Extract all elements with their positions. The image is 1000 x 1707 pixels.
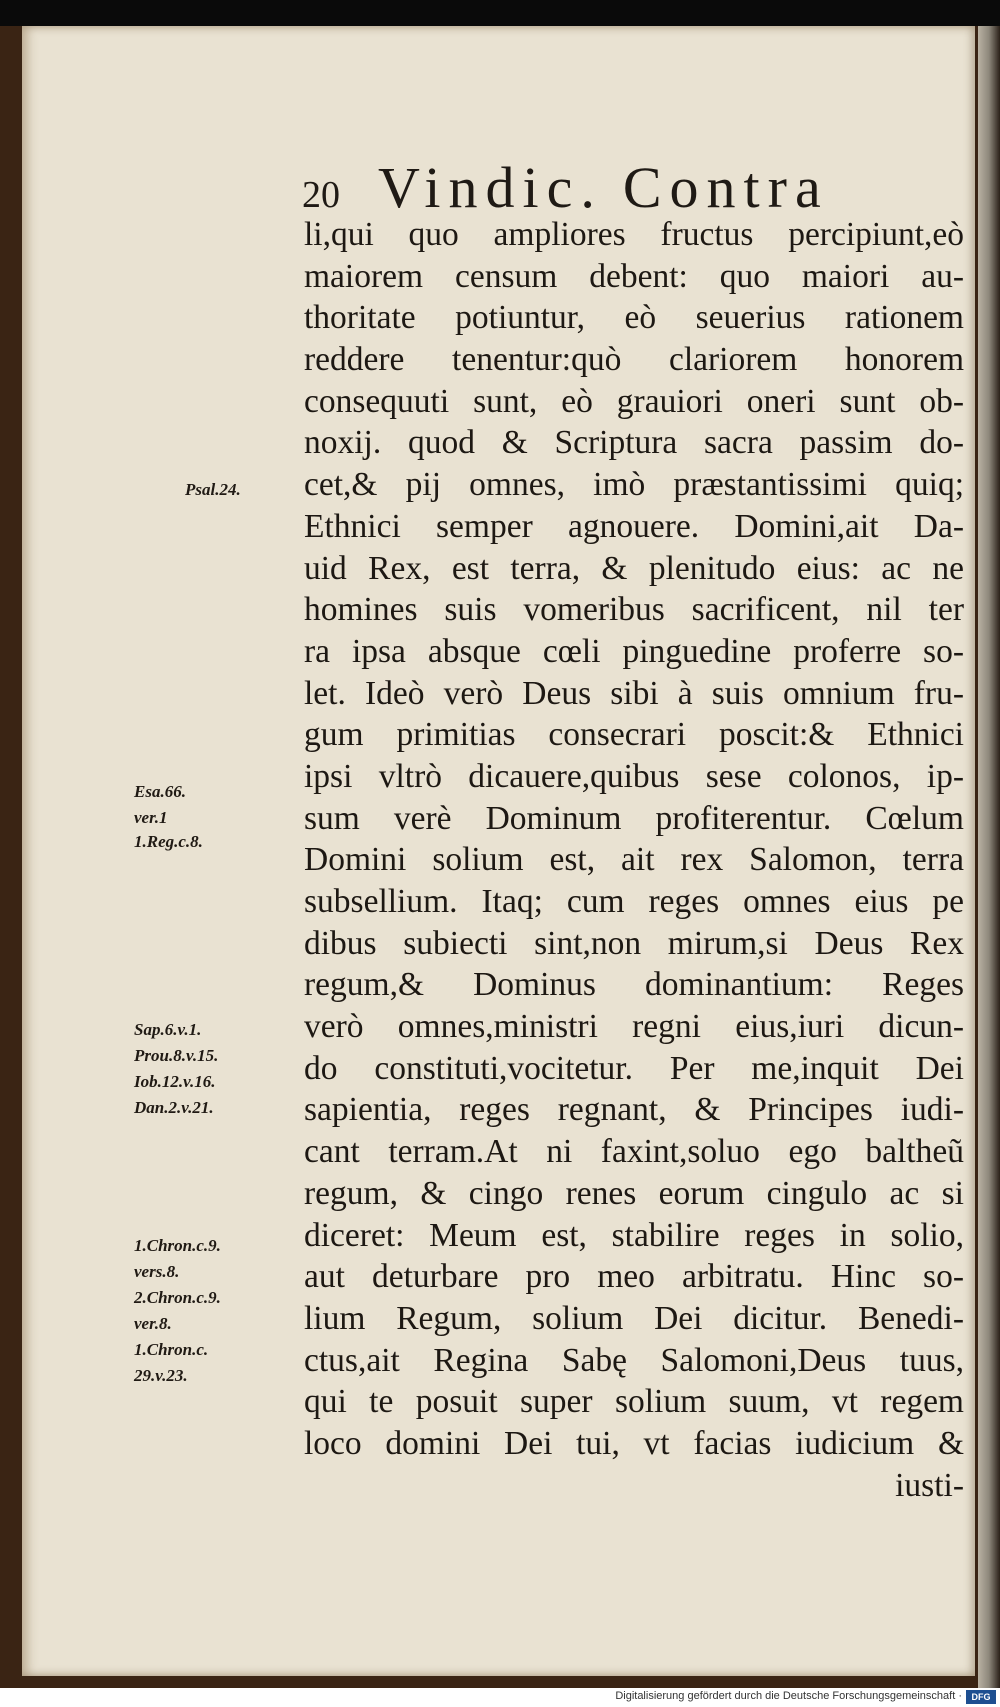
margin-note: 1.Chron.c.9. [134, 1236, 221, 1255]
text-line: do constituti,vocitetur. Per me,inquit Dei [304, 1049, 964, 1087]
catchword: iusti- [895, 1466, 964, 1504]
text-line: gum primitias consecrari poscit:& Ethnici [304, 716, 964, 754]
margin-note: 2.Chron.c.9. [134, 1288, 221, 1307]
text-line: diceret: Meum est, stabilire reges in solio, [304, 1216, 964, 1254]
body-text [304, 214, 964, 1506]
margin-note: Esa.66. [134, 782, 186, 801]
text-line: reddere tenentur:quò clariorem honorem [304, 341, 964, 379]
text-line: lium Regum, solium Dei dicitur. Benedi- [304, 1299, 964, 1337]
text-line: uid Rex, est terra, & plenitudo eius: ac ne [304, 549, 964, 587]
margin-note: Prou.8.v.15. [134, 1046, 219, 1065]
page-edge [978, 26, 1000, 1688]
margin-note: ver.8. [134, 1314, 172, 1333]
digitization-footer [0, 1688, 1000, 1707]
text-line: verò omnes,ministri regni eius,iuri dicun- [304, 1008, 964, 1046]
margin-note: 1.Reg.c.8. [134, 832, 203, 851]
margin-note: Sap.6.v.1. [134, 1020, 202, 1039]
text-line: ipsi vltrò dicauere,quibus sese colonos, ip- [304, 757, 964, 795]
header-title-2: Contra [622, 155, 829, 220]
header-title-1: Vindic. [378, 155, 603, 220]
text-line: ra ipsa absque cœli pinguedine proferre so- [304, 632, 964, 670]
text-line: sapientia, reges regnant, & Principes iudi- [304, 1091, 964, 1129]
text-line: ctus,ait Regina Sabę Salomoni,Deus tuus, [304, 1341, 964, 1379]
text-line: sum verè Dominum profiterentur. Cœlum [304, 799, 964, 837]
text-line: cet,& pij omnes, imò præstantissimi quiq; [304, 466, 964, 504]
margin-note: Iob.12.v.16. [134, 1072, 216, 1091]
text-line: loco domini Dei tui, vt facias iudicium & [304, 1424, 964, 1462]
text-line: maiorem censum debent: quo maiori au- [304, 257, 964, 295]
margin-note: Dan.2.v.21. [134, 1098, 214, 1117]
text-line: let. Ideò verò Deus sibi à suis omnium fru- [304, 674, 964, 712]
text-line: qui te posuit super solium suum, vt regem [304, 1383, 964, 1421]
book-scan [0, 26, 1000, 1688]
book-page [22, 26, 975, 1676]
text-line: thoritate potiuntur, eò seuerius rationem [304, 299, 964, 337]
text-line: aut deturbare pro meo arbitratu. Hinc so- [304, 1258, 964, 1296]
page-number: 20 [302, 174, 340, 216]
text-line: dibus subiecti sint,non mirum,si Deus Rex [304, 924, 964, 962]
running-header [302, 154, 829, 221]
text-line: cant terram.At ni faxint,soluo ego baltheũ [304, 1133, 964, 1171]
text-line: noxij. quod & Scriptura sacra passim do- [304, 424, 964, 462]
margin-note: Psal.24. [185, 480, 241, 499]
text-line: subsellium. Itaq; cum reges omnes eius pe [304, 883, 964, 920]
text-line: li,qui quo ampliores fructus percipiunt,eò [304, 216, 964, 253]
margin-note: 1.Chron.c. [134, 1340, 209, 1359]
footer-text: Digitalisierung gefördert durch die Deutsche Forschungsgemeinschaft · [615, 1690, 962, 1702]
text-line: Ethnici semper agnouere. Domini,ait Da- [304, 507, 964, 545]
text-line: homines suis vomeribus sacrificent, nil ter [304, 591, 964, 629]
margin-note: ver.1 [134, 808, 168, 827]
text-line: regum, & cingo renes eorum cingulo ac si [304, 1174, 964, 1212]
margin-note: vers.8. [134, 1262, 180, 1281]
margin-note: 29.v.23. [134, 1366, 188, 1385]
text-line: regum,& Dominus dominantium: Reges [304, 966, 964, 1004]
dfg-logo-icon: DFG [966, 1690, 996, 1704]
text-line: Domini solium est, ait rex Salomon, terra [304, 841, 964, 879]
text-line: consequuti sunt, eò grauiori oneri sunt ob- [304, 382, 964, 420]
